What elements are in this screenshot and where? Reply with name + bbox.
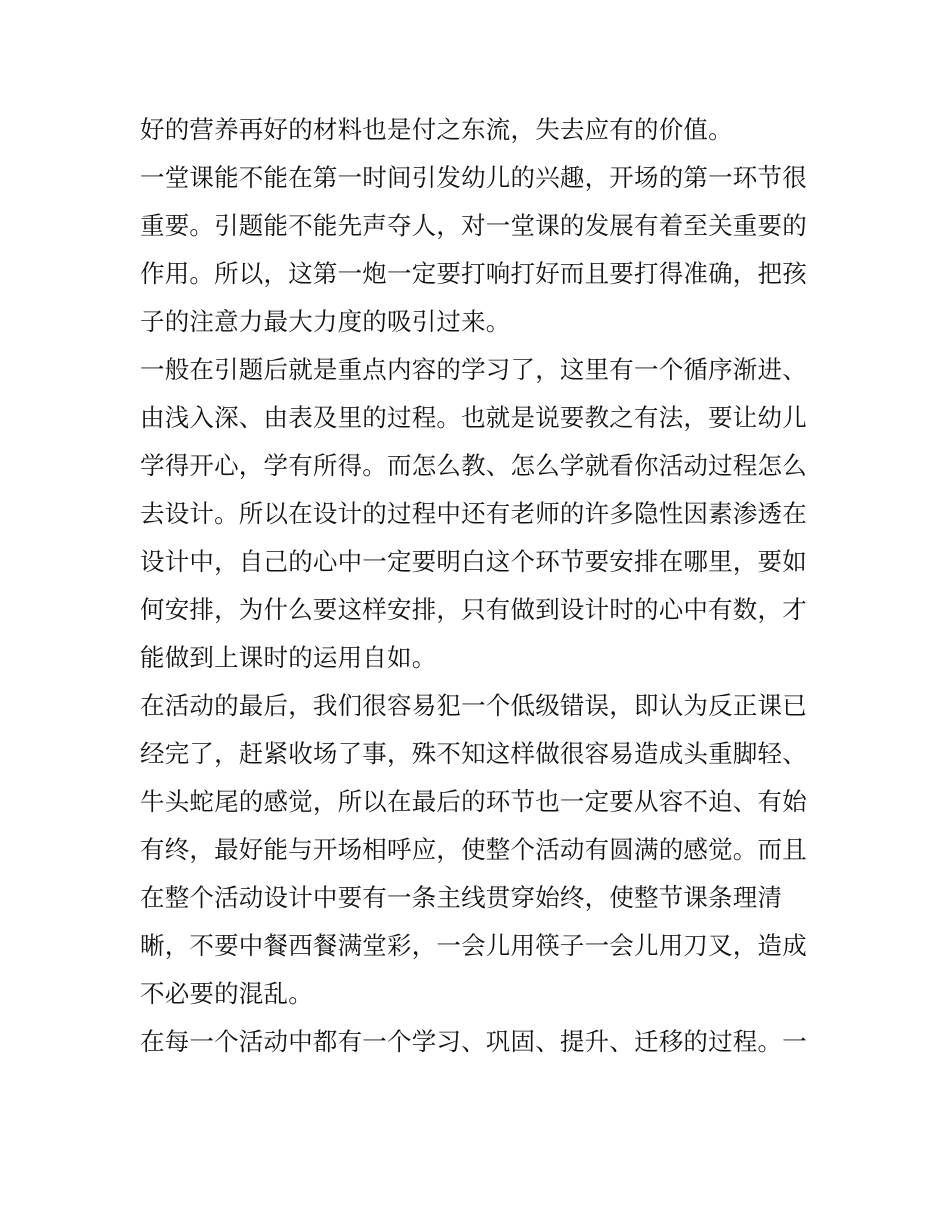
text-line: 何安排，为什么要这样安排，只有做到设计时的心中有数，才 [140, 595, 807, 624]
document-body [140, 106, 812, 1066]
text-line: 在整个活动设计中要有一条主线贯穿始终，使整节课条理清 [140, 883, 783, 912]
text-line: 一般在引题后就是重点内容的学习了，这里有一个循序渐进、 [140, 355, 807, 384]
text-line: 学得开心，学有所得。而怎么教、怎么学就看你活动过程怎么 [140, 451, 807, 480]
text-line: 晰，不要中餐西餐满堂彩，一会儿用筷子一会儿用刀叉，造成 [140, 931, 807, 960]
text-line: 好的营养再好的材料也是付之东流，失去应有的价值。 [140, 115, 733, 144]
text-line: 不必要的混乱。 [140, 979, 313, 1008]
paragraph-5 [140, 1018, 812, 1066]
text-line: 在每一个活动中都有一个学习、巩固、提升、迁移的过程。一 [140, 1027, 807, 1056]
paragraph-3 [140, 346, 812, 682]
text-line: 重要。引题能不能先声夺人，对一堂课的发展有着至关重要的 [140, 211, 807, 240]
text-line: 牛头蛇尾的感觉，所以在最后的环节也一定要从容不迫、有始 [140, 787, 807, 816]
text-line: 一堂课能不能在第一时间引发幼儿的兴趣，开场的第一环节很 [140, 163, 807, 192]
text-line: 子的注意力最大力度的吸引过来。 [140, 307, 511, 336]
text-line: 设计中，自己的心中一定要明白这个环节要安排在哪里，要如 [140, 547, 807, 576]
text-line: 在活动的最后，我们很容易犯一个低级错误，即认为反正课已 [140, 691, 807, 720]
paragraph-2 [140, 154, 812, 346]
text-line: 去设计。所以在设计的过程中还有老师的许多隐性因素渗透在 [140, 499, 807, 528]
paragraph-1 [140, 106, 812, 154]
text-line: 能做到上课时的运用自如。 [140, 643, 437, 672]
text-line: 经完了，赶紧收场了事，殊不知这样做很容易造成头重脚轻、 [140, 739, 807, 768]
text-line: 有终，最好能与开场相呼应，使整个活动有圆满的感觉。而且 [140, 835, 807, 864]
paragraph-4 [140, 682, 812, 1018]
text-line: 由浅入深、由表及里的过程。也就是说要教之有法，要让幼儿 [140, 403, 807, 432]
text-line: 作用。所以，这第一炮一定要打响打好而且要打得准确，把孩 [140, 259, 807, 288]
